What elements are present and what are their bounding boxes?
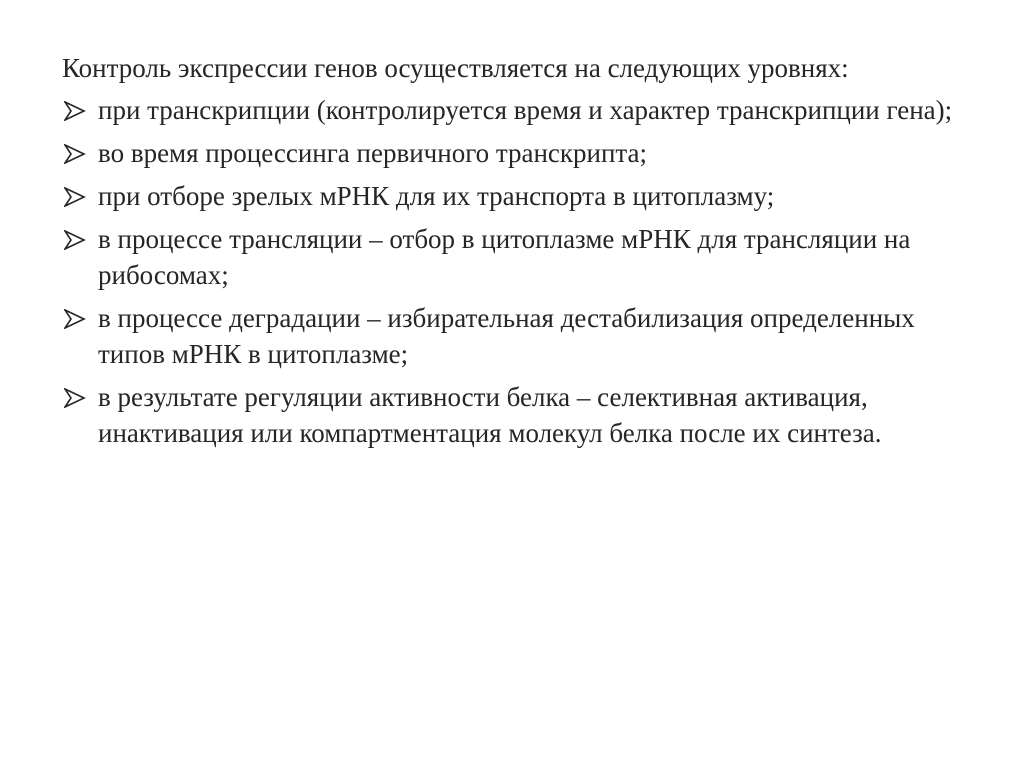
arrowhead-bullet-icon: [64, 144, 86, 164]
list-item: [62, 300, 962, 372]
intro-text: Контроль экспрессии генов осуществляется на следующих уровнях:: [62, 53, 849, 83]
list-item: [62, 379, 962, 451]
arrowhead-bullet-icon: [64, 230, 86, 250]
list-item: [62, 135, 962, 171]
list-item-text: в процессе деградации – избирательная дестабилизация определенных типов мРНК в цитоплазме;: [98, 303, 915, 369]
levels-list: [62, 92, 962, 451]
list-item: [62, 178, 962, 214]
list-item: [62, 92, 962, 128]
arrowhead-bullet-icon: [64, 101, 86, 121]
list-item-text: при транскрипции (контролируется время и характер транскрипции гена);: [98, 95, 953, 125]
arrowhead-bullet-icon: [64, 309, 86, 329]
list-item-text: при отборе зрелых мРНК для их транспорта в цитоплазму;: [98, 181, 775, 211]
list-item: [62, 221, 962, 293]
list-item-text: во время процессинга первичного транскрипта;: [98, 138, 648, 168]
list-item-text: в процессе трансляции – отбор в цитоплазме мРНК для трансляции на рибосомах;: [98, 224, 911, 290]
arrowhead-bullet-icon: [64, 187, 86, 207]
list-item-text: в результате регуляции активности белка – селективная активация, инактивация или компартментация молекул белка после их синтеза.: [98, 382, 882, 448]
slide-content: [62, 50, 962, 458]
arrowhead-bullet-icon: [64, 388, 86, 408]
